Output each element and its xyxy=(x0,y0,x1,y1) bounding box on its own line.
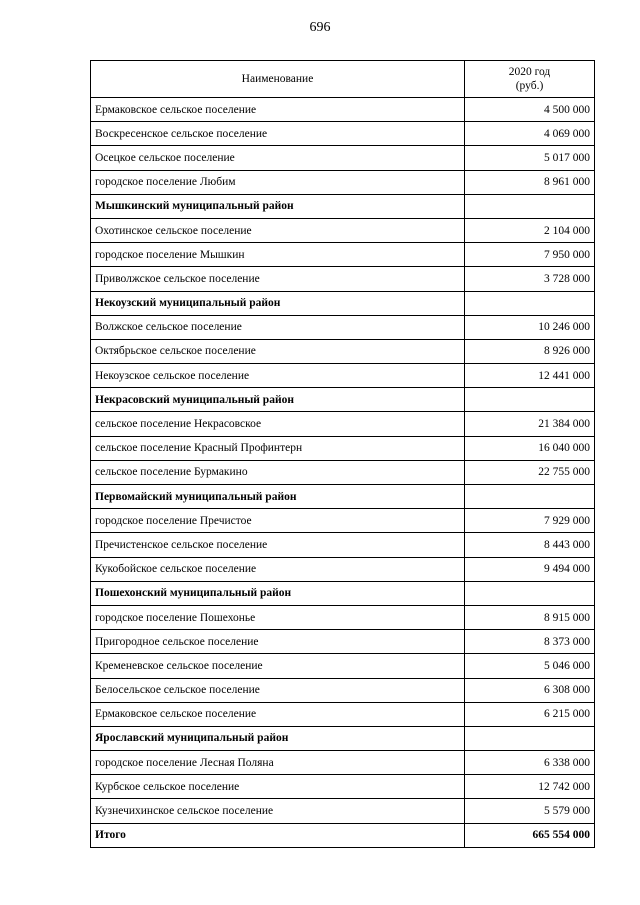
settlement-name: Октябрьское сельское поселение xyxy=(91,339,465,363)
amount-value xyxy=(465,726,595,750)
amount-value: 12 742 000 xyxy=(465,775,595,799)
amount-value: 7 950 000 xyxy=(465,243,595,267)
settlement-name: Ермаковское сельское поселение xyxy=(91,702,465,726)
table-row xyxy=(91,243,595,267)
amount-value: 4 069 000 xyxy=(465,122,595,146)
amount-value: 8 961 000 xyxy=(465,170,595,194)
table-row xyxy=(91,146,595,170)
settlement-name: Некоузское сельское поселение xyxy=(91,364,465,388)
district-name: Некрасовский муниципальный район xyxy=(91,388,465,412)
amount-value: 3 728 000 xyxy=(465,267,595,291)
settlement-name: городское поселение Мышкин xyxy=(91,243,465,267)
settlement-name: Кузнечихинское сельское поселение xyxy=(91,799,465,823)
amount-value: 5 579 000 xyxy=(465,799,595,823)
table-row xyxy=(91,267,595,291)
amount-value: 7 929 000 xyxy=(465,509,595,533)
settlement-name: Кукобойское сельское поселение xyxy=(91,557,465,581)
table-row xyxy=(91,170,595,194)
table-row xyxy=(91,364,595,388)
amount-value: 2 104 000 xyxy=(465,218,595,242)
district-name: Пошехонский муниципальный район xyxy=(91,581,465,605)
settlement-name: Белосельское сельское поселение xyxy=(91,678,465,702)
table-row xyxy=(91,678,595,702)
column-header-unit: (руб.) xyxy=(515,80,544,92)
settlement-name: Волжское сельское поселение xyxy=(91,315,465,339)
total-value: 665 554 000 xyxy=(465,823,595,847)
table-row xyxy=(91,122,595,146)
table-row xyxy=(91,509,595,533)
settlement-name: городское поселение Лесная Поляна xyxy=(91,751,465,775)
district-name: Некоузский муниципальный район xyxy=(91,291,465,315)
table-row xyxy=(91,533,595,557)
amount-value: 5 017 000 xyxy=(465,146,595,170)
settlement-name: Пречистенское сельское поселение xyxy=(91,533,465,557)
table-row xyxy=(91,799,595,823)
settlement-name: Пригородное сельское поселение xyxy=(91,630,465,654)
settlement-name: сельское поселение Некрасовское xyxy=(91,412,465,436)
amount-value: 8 443 000 xyxy=(465,533,595,557)
amount-value: 6 215 000 xyxy=(465,702,595,726)
amount-value: 10 246 000 xyxy=(465,315,595,339)
table-group-row xyxy=(91,581,595,605)
settlement-name: городское поселение Пречистое xyxy=(91,509,465,533)
settlement-name: городское поселение Пошехонье xyxy=(91,605,465,629)
table-row xyxy=(91,339,595,363)
amount-value xyxy=(465,485,595,509)
table-group-row xyxy=(91,485,595,509)
amount-value: 4 500 000 xyxy=(465,98,595,122)
amount-value xyxy=(465,388,595,412)
amount-value: 6 338 000 xyxy=(465,751,595,775)
amount-value: 5 046 000 xyxy=(465,654,595,678)
amount-value: 22 755 000 xyxy=(465,460,595,484)
settlement-name: Охотинское сельское поселение xyxy=(91,218,465,242)
amount-value: 16 040 000 xyxy=(465,436,595,460)
settlement-name: Осецкое сельское поселение xyxy=(91,146,465,170)
settlement-name: Приволжское сельское поселение xyxy=(91,267,465,291)
table-group-row xyxy=(91,194,595,218)
amount-value xyxy=(465,194,595,218)
district-name: Ярославский муниципальный район xyxy=(91,726,465,750)
settlement-name: Ермаковское сельское поселение xyxy=(91,98,465,122)
amount-value: 21 384 000 xyxy=(465,412,595,436)
settlement-name: Курбское сельское поселение xyxy=(91,775,465,799)
table-row xyxy=(91,98,595,122)
amount-value: 12 441 000 xyxy=(465,364,595,388)
table-row xyxy=(91,315,595,339)
amount-value: 6 308 000 xyxy=(465,678,595,702)
table-group-row xyxy=(91,291,595,315)
table-total-row xyxy=(91,823,595,847)
total-label: Итого xyxy=(91,823,465,847)
table-body xyxy=(91,98,595,824)
page-number: 696 xyxy=(309,20,331,35)
table-row xyxy=(91,702,595,726)
amount-value: 8 915 000 xyxy=(465,605,595,629)
table-row xyxy=(91,218,595,242)
table-row xyxy=(91,605,595,629)
amount-value xyxy=(465,581,595,605)
settlement-name: сельское поселение Красный Профинтерн xyxy=(91,436,465,460)
table-group-row xyxy=(91,726,595,750)
table-row xyxy=(91,557,595,581)
settlement-name: Воскресенское сельское поселение xyxy=(91,122,465,146)
table-header-row xyxy=(91,61,595,98)
column-header-name: Наименование xyxy=(91,61,465,98)
table-row xyxy=(91,654,595,678)
budget-table xyxy=(90,60,595,848)
table-row xyxy=(91,460,595,484)
table-group-row xyxy=(91,388,595,412)
amount-value: 8 926 000 xyxy=(465,339,595,363)
amount-value: 8 373 000 xyxy=(465,630,595,654)
amount-value: 9 494 000 xyxy=(465,557,595,581)
table-row xyxy=(91,775,595,799)
amount-value xyxy=(465,291,595,315)
settlement-name: городское поселение Любим xyxy=(91,170,465,194)
settlement-name: Кременевское сельское поселение xyxy=(91,654,465,678)
table-row xyxy=(91,436,595,460)
table-row xyxy=(91,630,595,654)
district-name: Мышкинский муниципальный район xyxy=(91,194,465,218)
district-name: Первомайский муниципальный район xyxy=(91,485,465,509)
column-header-year: 2020 год xyxy=(508,66,551,78)
settlement-name: сельское поселение Бурмакино xyxy=(91,460,465,484)
table-row xyxy=(91,751,595,775)
column-header-value xyxy=(465,61,595,98)
table-row xyxy=(91,412,595,436)
